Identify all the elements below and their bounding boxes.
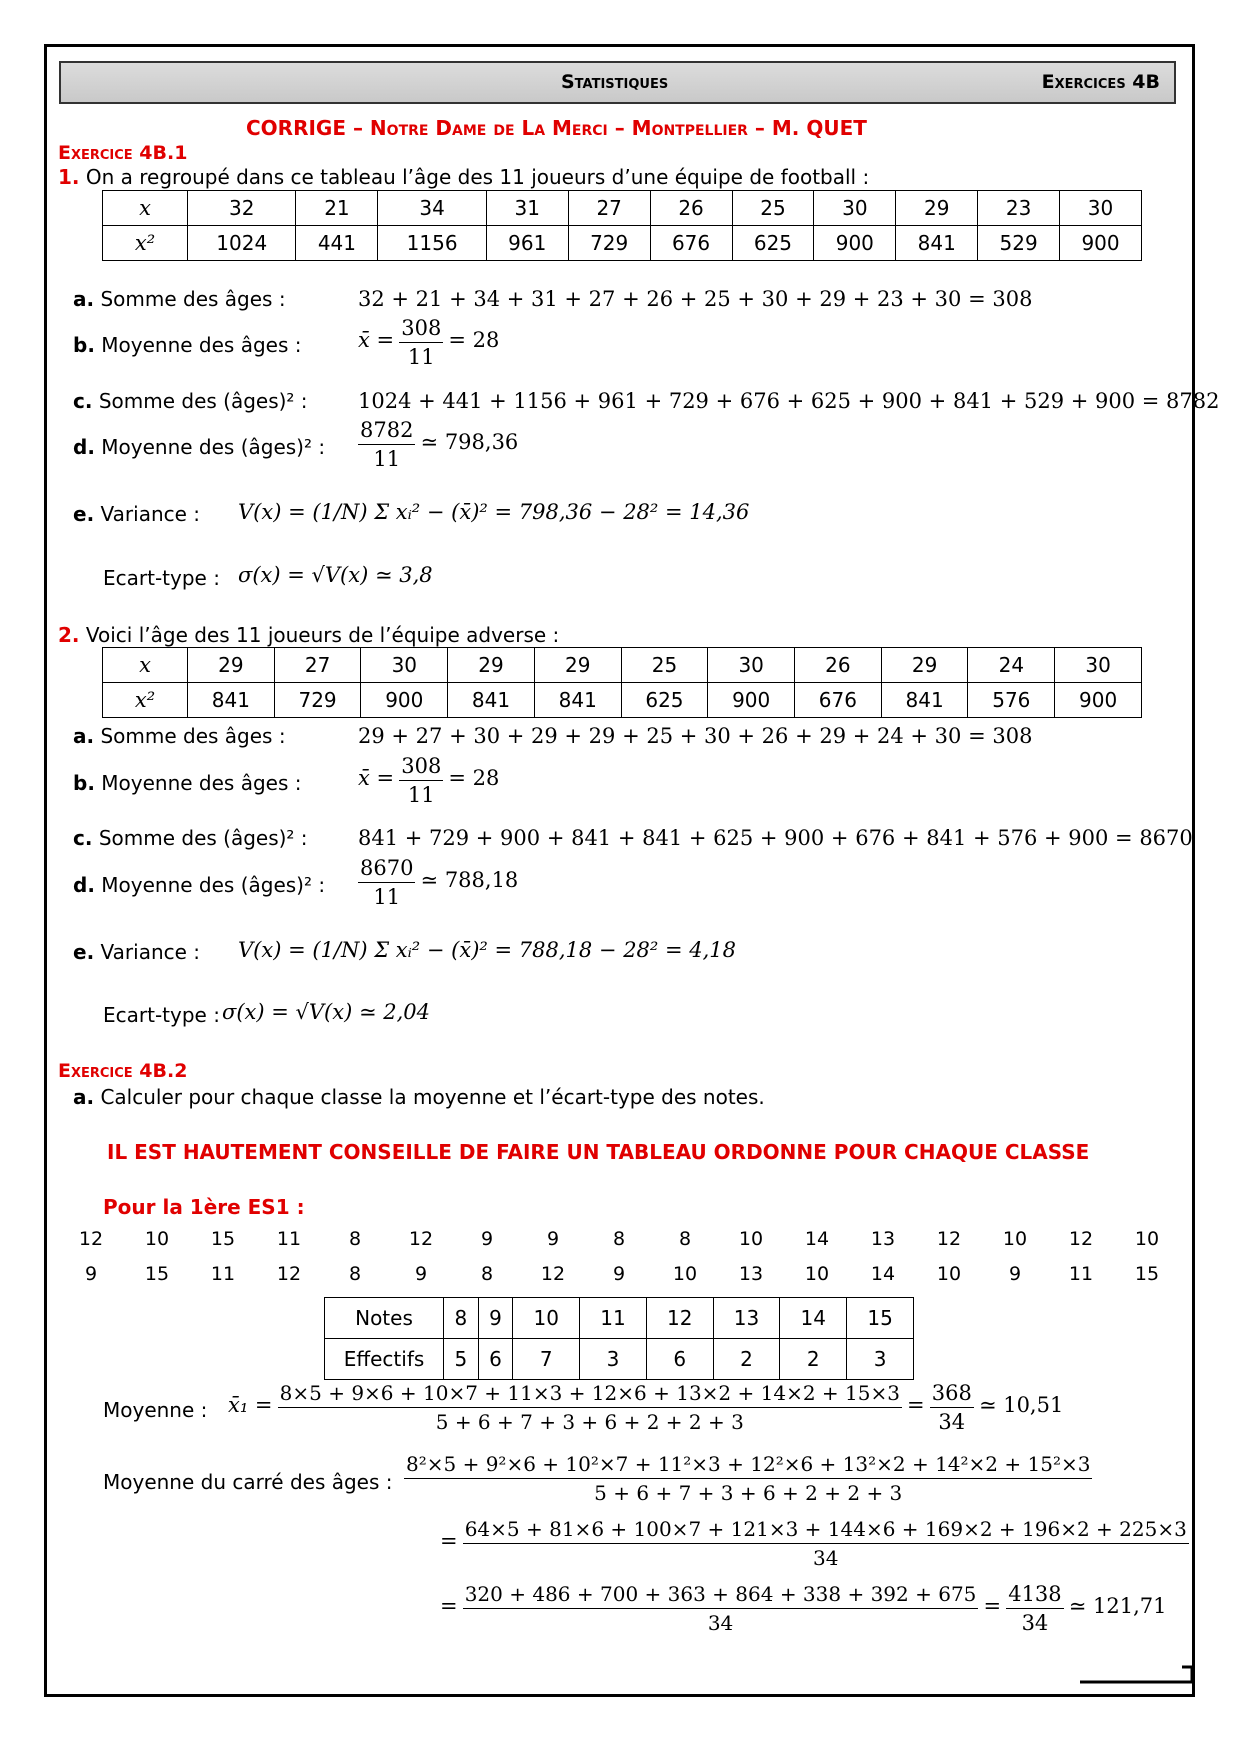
numerator: 308 [399,316,443,343]
table-header-x2: x² [103,683,188,718]
ages-table-2 [102,647,1142,718]
header-exercises: Exercices 4B [1041,71,1160,93]
mean-lhs: x̄₁ = [228,1393,273,1417]
table-row [325,1339,914,1380]
item-text: Moyenne des (âges)² : [101,435,326,459]
table-cell: 961 [486,226,568,261]
table-cell: 29 [896,191,978,226]
mean-label: Moyenne : [103,1398,208,1422]
fraction [358,856,415,909]
fraction [399,316,443,369]
question-2-text: Voici l’âge des 11 joueurs de l’équipe adverse : [85,623,560,647]
grade-value: 12 [936,1228,962,1250]
table-cell: 8 [444,1298,479,1339]
table-cell: 841 [896,226,978,261]
table-cell: 441 [296,226,378,261]
table-cell: 25 [621,648,708,683]
mean-squares-result: ≃ 798,36 [420,430,519,454]
ages-table-1 [102,190,1142,261]
mean-ages-2 [358,754,499,807]
class-label: Pour la 1ère ES1 : [103,1195,305,1219]
fraction [278,1381,902,1434]
table-cell: 3 [580,1339,647,1380]
mean-squares-1 [358,418,518,471]
grade-value: 10 [672,1263,698,1285]
table-row [103,648,1142,683]
table-header-x: x [103,191,188,226]
answer-2e [73,940,200,964]
grade-value: 8 [678,1228,692,1250]
grade-value: 11 [1068,1263,1094,1285]
grade-value: 13 [738,1263,764,1285]
grade-value: 10 [144,1228,170,1250]
grade-value: 10 [804,1263,830,1285]
grade-value: 9 [612,1263,626,1285]
mean-result: ≃ 10,51 [978,1393,1064,1417]
table-cell: 30 [708,648,795,683]
table-cell: 900 [1060,226,1142,261]
table-cell: 30 [814,191,896,226]
denominator: 34 [707,1611,734,1635]
equals-sign: = [907,1393,925,1417]
table-cell: 29 [534,648,621,683]
table-cell: 1156 [378,226,486,261]
grade-value: 8 [348,1263,362,1285]
std-dev-label-1: Ecart-type : [103,566,220,590]
fraction [1006,1582,1063,1635]
square-mean-step-2 [440,1517,1189,1570]
grade-value: 12 [78,1228,104,1250]
grade-value: 14 [870,1263,896,1285]
denominator: 11 [407,345,435,369]
grade-value: 10 [936,1263,962,1285]
grade-value: 8 [480,1263,494,1285]
fraction [399,754,443,807]
table-cell: 31 [486,191,568,226]
sum-squares-2: 841 + 729 + 900 + 841 + 841 + 625 + 900 + 676 + 841 + 576 + 900 = 8670 [358,826,1193,850]
grade-value: 10 [1134,1228,1160,1250]
table-cell: 841 [881,683,968,718]
question-1 [58,165,869,189]
item-text: Moyenne des âges : [101,333,302,357]
mean-result: = 28 [448,766,500,790]
table-cell: 12 [646,1298,713,1339]
grade-value: 10 [1002,1228,1028,1250]
table-cell: 625 [732,226,814,261]
grade-value: 12 [540,1263,566,1285]
table-cell: 729 [274,683,361,718]
item-label: c. [73,389,93,413]
answer-2a [73,724,286,748]
table-cell: 32 [188,191,296,226]
numerator: 8²×5 + 9²×6 + 10²×7 + 11²×3 + 12²×6 + 13²×2 + 14²×2 + 15²×3 [404,1452,1092,1479]
table-cell: 6 [646,1339,713,1380]
table-cell: 576 [968,683,1055,718]
table-cell: 30 [1055,648,1142,683]
fraction [463,1517,1189,1570]
table-cell: 900 [361,683,448,718]
table-cell: 34 [378,191,486,226]
grade-value: 12 [1068,1228,1094,1250]
table-cell: 729 [568,226,650,261]
denominator: 11 [373,447,401,471]
mean-squares-2 [358,856,518,909]
sum-ages-2: 29 + 27 + 30 + 29 + 29 + 25 + 30 + 26 + 29 + 24 + 30 = 308 [358,724,1033,748]
item-label: a. [73,1085,95,1109]
grade-value: 12 [408,1228,434,1250]
table-cell: 3 [847,1339,914,1380]
question-1-number: 1. [58,165,80,189]
fraction [930,1381,974,1434]
advice-text: IL EST HAUTEMENT CONSEILLE DE FAIRE UN TABLEAU ORDONNE POUR CHAQUE CLASSE [107,1140,1090,1164]
table-cell: 6 [478,1339,513,1380]
frequency-table [324,1297,914,1380]
table-cell: 900 [708,683,795,718]
table-header-x: x [103,648,188,683]
exercise-2-question [73,1085,765,1109]
table-cell: 10 [513,1298,580,1339]
grade-value: 9 [546,1228,560,1250]
sum-ages-1: 32 + 21 + 34 + 31 + 27 + 26 + 25 + 30 + 29 + 23 + 30 = 308 [358,287,1033,311]
mean-result: = 28 [448,328,500,352]
table-header-notes: Notes [325,1298,444,1339]
table-cell: 900 [814,226,896,261]
table-cell: 30 [1060,191,1142,226]
denominator: 11 [373,885,401,909]
variance-2: V(x) = (1/N) Σ xᵢ² − (x̄)² = 788,18 − 28² = 4,18 [238,938,737,962]
table-cell: 29 [448,648,535,683]
variance-1: V(x) = (1/N) Σ xᵢ² − (x̄)² = 798,36 − 28² = 14,36 [238,500,750,524]
denominator: 34 [813,1546,839,1570]
fraction [463,1582,979,1635]
denominator: 11 [407,783,435,807]
table-cell: 676 [650,226,732,261]
table-row [103,191,1142,226]
table-cell: 27 [274,648,361,683]
grade-value: 9 [1008,1263,1022,1285]
table-cell: 29 [881,648,968,683]
denominator: 34 [938,1410,966,1434]
grade-value: 13 [870,1228,896,1250]
header-title: Statistiques [561,71,669,93]
answer-1d [73,435,325,459]
answer-1e [73,502,200,526]
subtitle: CORRIGE – Notre Dame de La Merci – Montpellier – M. QUET [246,116,867,140]
item-text: Moyenne des âges : [101,771,302,795]
equals-sign: = [983,1594,1002,1618]
grade-value: 11 [210,1263,236,1285]
table-cell: 841 [534,683,621,718]
numerator: 320 + 486 + 700 + 363 + 864 + 338 + 392 + 675 [463,1582,979,1609]
table-cell: 26 [650,191,732,226]
item-label: b. [73,771,95,795]
table-cell: 11 [580,1298,647,1339]
class-mean [228,1381,1063,1434]
item-text: Moyenne des (âges)² : [101,873,326,897]
item-label: e. [73,940,95,964]
table-row [325,1298,914,1339]
table-header-effectifs: Effectifs [325,1339,444,1380]
mean-ages-1 [358,316,499,369]
table-cell: 21 [296,191,378,226]
mean-lhs: x̄ = [358,328,395,352]
item-label: a. [73,287,95,311]
table-cell: 30 [361,648,448,683]
table-cell: 841 [448,683,535,718]
table-cell: 14 [780,1298,847,1339]
table-cell: 5 [444,1339,479,1380]
item-label: b. [73,333,95,357]
mean-squares-result: ≃ 788,18 [420,868,519,892]
square-mean-step-1 [404,1452,1092,1505]
table-cell: 29 [188,648,275,683]
item-label: d. [73,873,95,897]
grade-value: 15 [144,1263,170,1285]
table-cell: 13 [713,1298,780,1339]
table-cell: 841 [188,683,275,718]
grade-value: 9 [414,1263,428,1285]
item-text: Variance : [100,940,201,964]
question-1-text: On a regroupé dans ce tableau l’âge des 11 joueurs d’une équipe de football : [85,165,870,189]
denominator: 5 + 6 + 7 + 3 + 6 + 2 + 2 + 3 [435,1410,744,1434]
question-2-number: 2. [58,623,80,647]
numerator: 8670 [358,856,415,883]
table-cell: 24 [968,648,1055,683]
item-text: Calculer pour chaque classe la moyenne et l’écart-type des notes. [100,1085,765,1109]
fraction [358,418,415,471]
denominator: 34 [1021,1611,1049,1635]
grade-value: 10 [738,1228,764,1250]
exercise-1-heading: Exercice 4B.1 [58,142,188,164]
table-row [103,226,1142,261]
grade-value: 15 [210,1228,236,1250]
table-row [103,683,1142,718]
grade-value: 15 [1134,1263,1160,1285]
table-cell: 676 [795,683,882,718]
fraction [404,1452,1092,1505]
table-cell: 7 [513,1339,580,1380]
square-mean-label: Moyenne du carré des âges : [103,1470,393,1494]
table-cell: 529 [978,226,1060,261]
question-2 [58,623,559,647]
numerator: 64×5 + 81×6 + 100×7 + 121×3 + 144×6 + 169×2 + 196×2 + 225×3 [463,1517,1189,1544]
denominator: 5 + 6 + 7 + 3 + 6 + 2 + 2 + 3 [594,1481,903,1505]
table-cell: 625 [621,683,708,718]
item-text: Somme des âges : [100,724,286,748]
answer-1a [73,287,286,311]
numerator: 308 [399,754,443,781]
item-text: Variance : [100,502,201,526]
answer-2b [73,771,301,795]
std-dev-2: σ(x) = √V(x) ≃ 2,04 [222,1000,430,1024]
grade-value: 11 [276,1228,302,1250]
grade-value: 8 [348,1228,362,1250]
std-dev-1: σ(x) = √V(x) ≃ 3,8 [238,563,433,587]
table-cell: 2 [713,1339,780,1380]
exercise-2-heading: Exercice 4B.2 [58,1060,188,1082]
item-label: e. [73,502,95,526]
square-mean-result: ≃ 121,71 [1068,1594,1167,1618]
table-cell: 900 [1055,683,1142,718]
item-label: c. [73,826,93,850]
answer-1c [73,389,308,413]
numerator: 8782 [358,418,415,445]
page-corner-icon [1080,1665,1192,1695]
equals-sign: = [440,1529,458,1553]
item-text: Somme des (âges)² : [98,826,308,850]
grade-value: 9 [480,1228,494,1250]
mean-lhs: x̄ = [358,766,395,790]
table-cell: 27 [568,191,650,226]
answer-2c [73,826,308,850]
grade-value: 8 [612,1228,626,1250]
table-cell: 26 [795,648,882,683]
square-mean-step-3 [440,1582,1167,1635]
table-cell: 1024 [188,226,296,261]
item-label: d. [73,435,95,459]
answer-1b [73,333,301,357]
table-cell: 23 [978,191,1060,226]
table-cell: 15 [847,1298,914,1339]
numerator: 368 [930,1381,974,1408]
table-cell: 25 [732,191,814,226]
item-text: Somme des (âges)² : [98,389,308,413]
table-cell: 9 [478,1298,513,1339]
std-dev-label-2: Ecart-type : [103,1003,220,1027]
item-text: Somme des âges : [100,287,286,311]
numerator: 4138 [1006,1582,1063,1609]
answer-2d [73,873,325,897]
sum-squares-1: 1024 + 441 + 1156 + 961 + 729 + 676 + 625 + 900 + 841 + 529 + 900 = 8782 [358,389,1220,413]
grade-value: 9 [84,1263,98,1285]
grade-value: 12 [276,1263,302,1285]
table-header-x2: x² [103,226,188,261]
item-label: a. [73,724,95,748]
grade-value: 14 [804,1228,830,1250]
page-header [59,61,1176,104]
equals-sign: = [440,1594,458,1618]
table-cell: 2 [780,1339,847,1380]
numerator: 8×5 + 9×6 + 10×7 + 11×3 + 12×6 + 13×2 + 14×2 + 15×3 [278,1381,902,1408]
